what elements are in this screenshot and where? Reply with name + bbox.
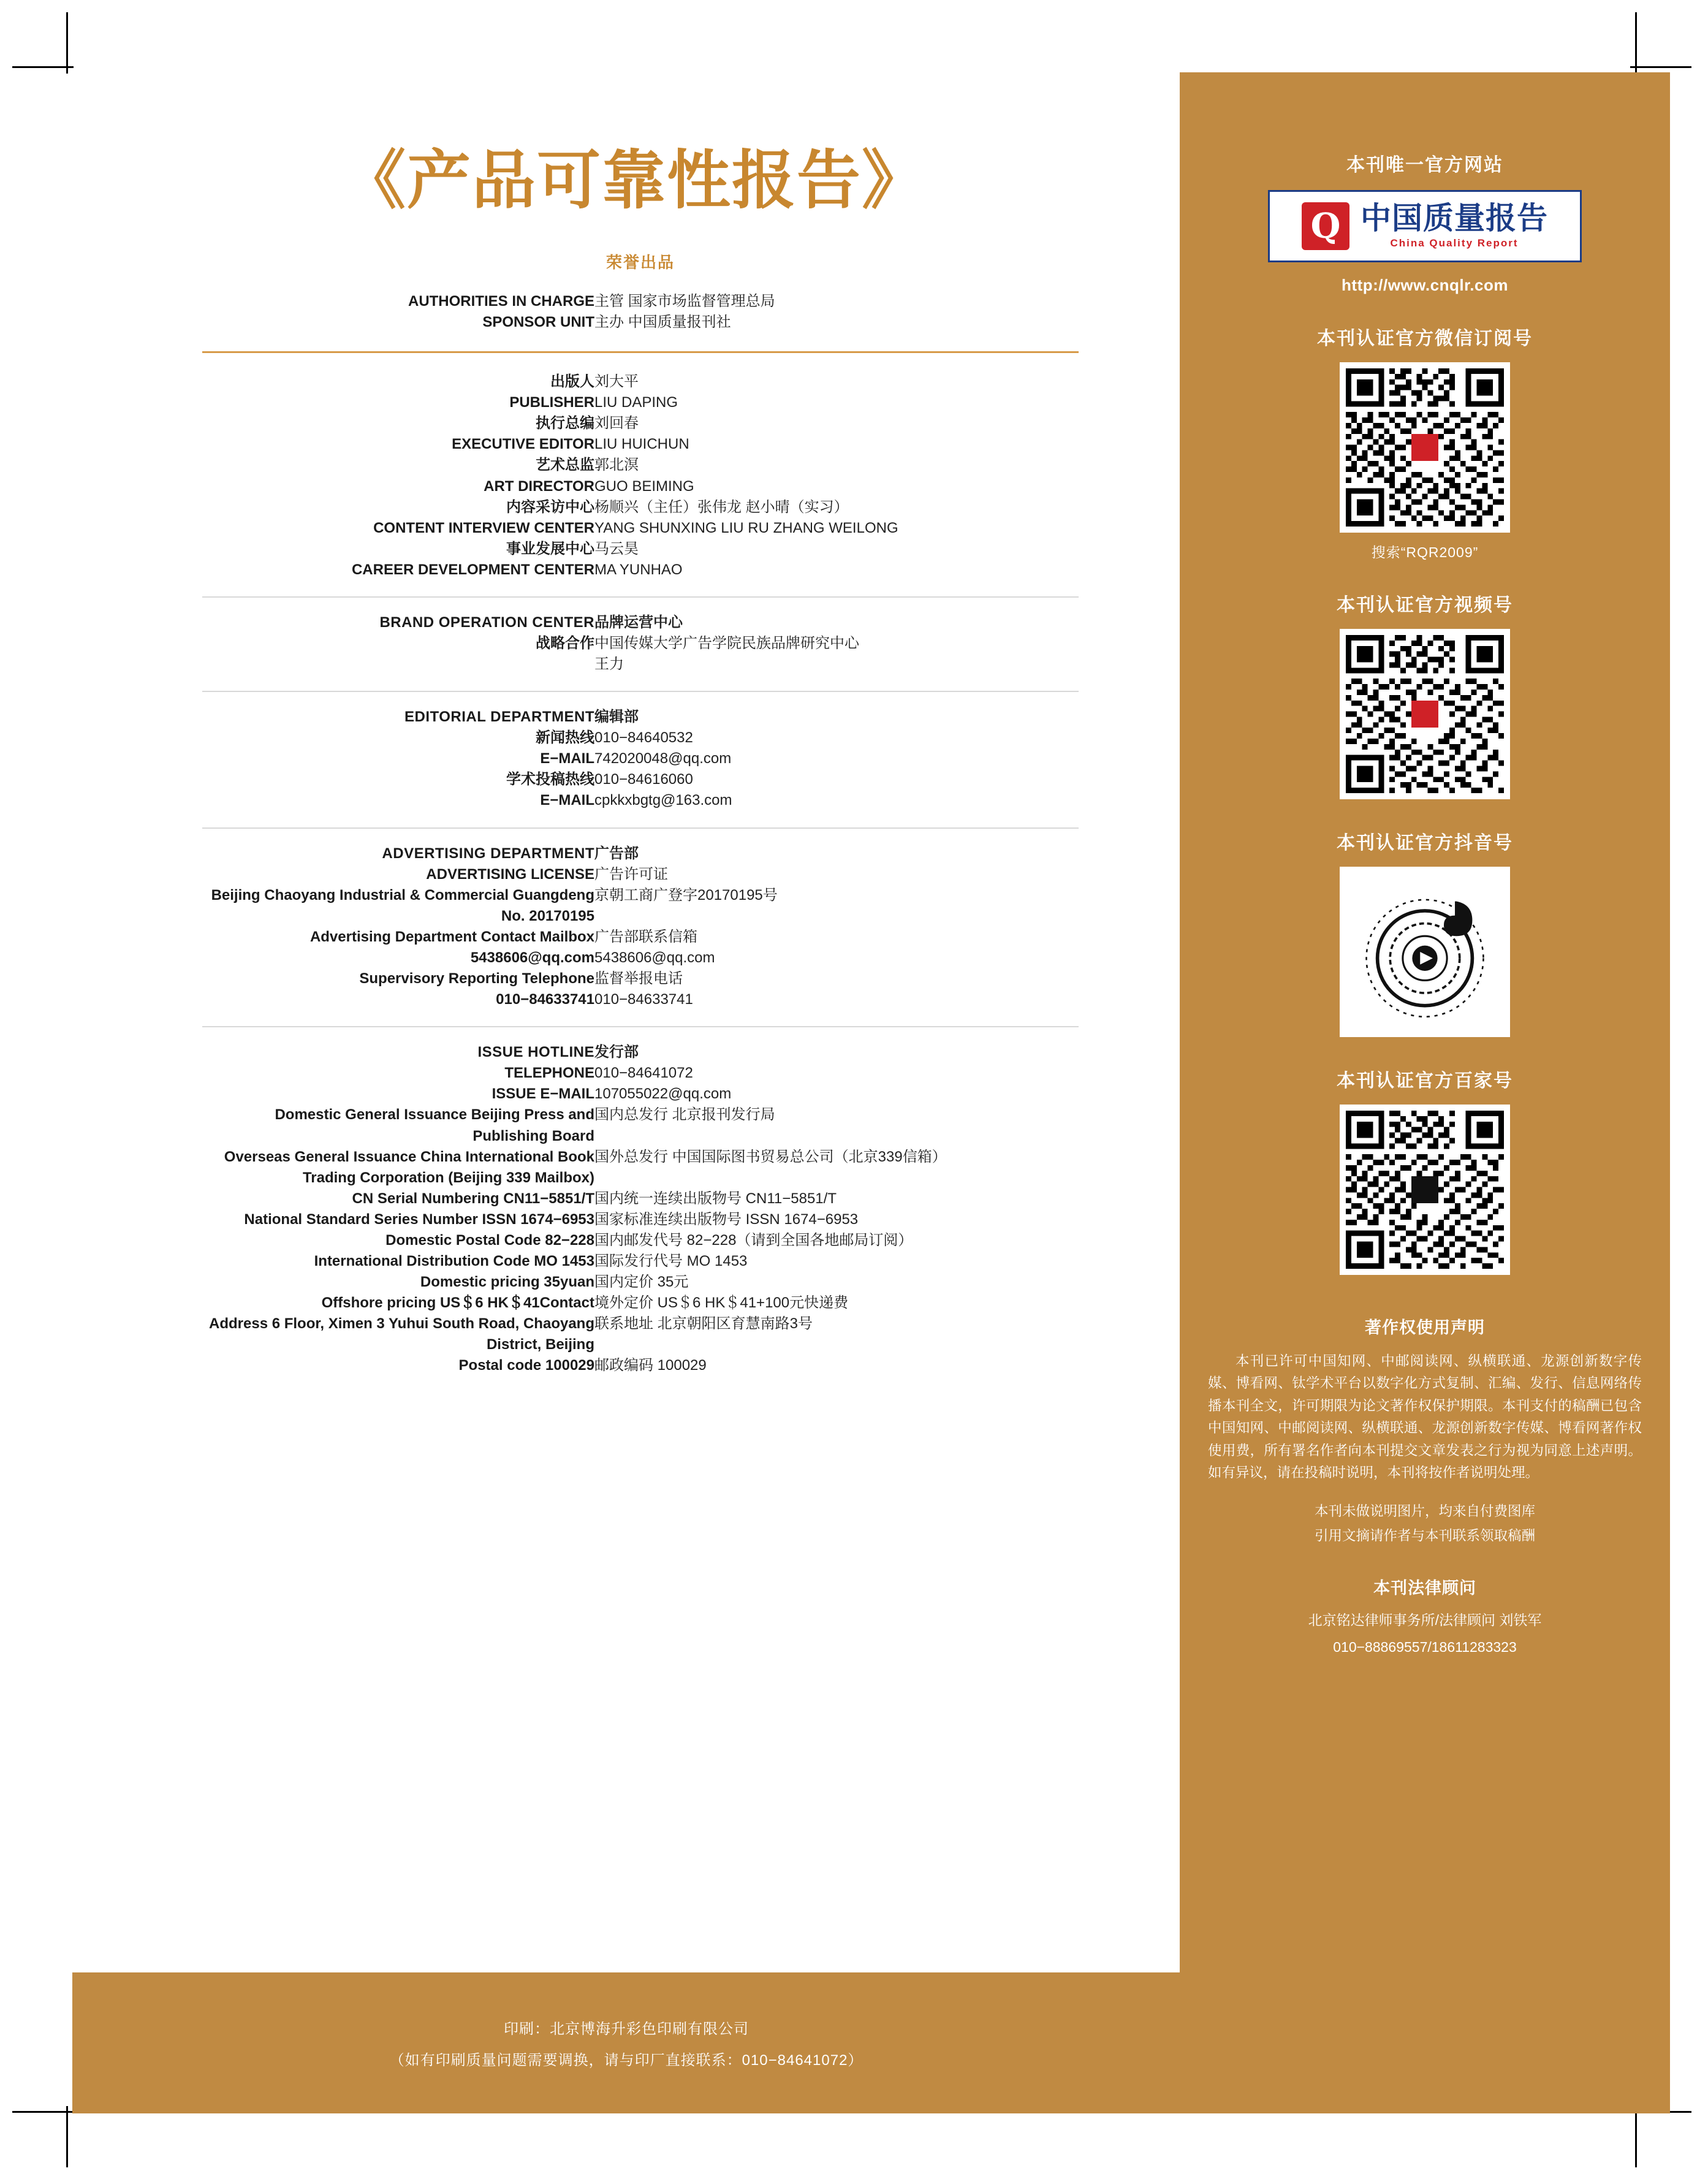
row-value: 联系地址 北京朝阳区育慧南路3号 [594,1315,813,1333]
wechat-caption: 搜索“RQR2009” [1371,544,1479,560]
row-key: 事业发展中心 [506,540,594,557]
crop-mark [1630,66,1691,68]
row-key [202,654,594,675]
table-row [202,728,1079,748]
sidebar [1180,72,1670,2113]
table-row [202,948,1079,968]
table-row [202,560,1079,580]
section-title-en: BRAND OPERATION CENTER [379,614,594,631]
row-value: 010−84641072 [594,1065,693,1082]
row-value: 京朝工商广登字20170195号 [594,886,778,903]
row-key: Domestic General Issuance Beijing Press and Publishing Board [275,1106,594,1144]
staff-table [202,371,1079,580]
official-website-block [1180,72,1670,295]
table-row [202,1293,1079,1314]
row-key: AUTHORITIES IN CHARGE [408,293,594,310]
crop-mark [1635,12,1637,74]
row-key: 5438606@qq.com [470,949,594,966]
row-key: National Standard Series Number ISSN 1674−6953 [244,1211,594,1228]
legal-line-1: 北京铭达律师事务所/法律顾问 刘铁军 [1308,1611,1542,1628]
row-value: 主办 中国质量报刊社 [594,314,731,331]
row-key: 艺术总监 [536,457,594,474]
footer-line-1: 印刷：北京博海升彩色印刷有限公司 [504,2021,749,2037]
row-value: 马云昊 [594,540,639,557]
table-row [202,455,1079,476]
row-value: 境外定价 US＄6 HK＄41+100元快递费 [594,1295,849,1312]
row-value: 郭北溟 [594,457,639,474]
table-row [202,769,1079,790]
row-value: 杨顺兴（主任）张伟龙 赵小晴（实习） [594,498,849,515]
row-key: Advertising Department Contact Mailbox [309,928,594,945]
declaration-note-1: 本刊未做说明图片，均来自付费图库 [1314,1503,1535,1519]
row-value: 中国传媒大学广告学院民族品牌研究中心 [594,635,859,652]
row-value: 国内总发行 北京报刊发行局 [594,1106,775,1124]
section-title-cn: 发行部 [594,1044,639,1061]
official-website-title: 本刊唯一官方网站 [1346,155,1503,175]
footer-line-2: （如有印刷质量问题需要调换，请与印厂直接联系：010−84641072） [389,2052,863,2069]
section-header-row [202,707,1079,728]
table-row [202,633,1079,654]
row-value: 国内邮发代号 82−228（请到全国各地邮局订阅） [594,1231,913,1249]
section-title-en: ADVERTISING DEPARTMENT [382,845,594,862]
section-title-en: EDITORIAL DEPARTMENT [404,709,594,726]
row-key: International Distribution Code MO 1453 [314,1252,594,1269]
table-row [202,968,1079,989]
page-title: 《产品可靠性报告》 [341,143,927,218]
row-value: 国内定价 35元 [594,1274,689,1291]
row-key: Beijing Chaoyang Industrial & Commercial Guangdeng No. 20170195 [211,886,594,924]
row-value: 邮政编码 100029 [594,1357,707,1374]
brand-operation-section [202,612,1079,675]
row-value: 010−84640532 [594,729,693,747]
table-row [202,1251,1079,1272]
row-key: SPONSOR UNIT [482,314,594,331]
row-value: 王力 [594,656,624,673]
qr-icon [1346,635,1504,793]
wechat-block [1180,323,1670,561]
row-value: 刘大平 [594,373,639,390]
table-row [202,539,1079,560]
logo-text-cn: 中国质量报告 [1361,200,1548,236]
douyin-code [1340,867,1510,1037]
section-header-row [202,1042,1079,1063]
row-key: 学术投稿热线 [506,771,594,788]
legal-line-2: 010−88869557/18611283323 [1333,1639,1517,1655]
video-channel-qr-code [1340,629,1510,799]
table-row [202,748,1079,769]
row-value: 5438606@qq.com [594,949,715,966]
row-key: 战略合作 [536,635,594,652]
row-value: 广告许可证 [594,865,668,883]
row-key: Overseas General Issuance China International Book Trading Corporation (Beijing 339 Mailbox) [224,1148,594,1186]
copyright-declaration [1208,1314,1642,1548]
row-key: Offshore pricing US＄6 HK＄41Contact [321,1295,594,1312]
table-row [202,1188,1079,1209]
divider [202,596,1079,598]
table-row [202,1355,1079,1376]
row-value: 广告部联系信箱 [594,928,697,945]
row-key: CONTENT INTERVIEW CENTER [373,519,594,536]
row-value: MA YUNHAO [594,561,683,578]
table-row [202,1084,1079,1105]
row-value: 国家标准连续出版物号 ISSN 1674−6953 [594,1211,859,1228]
row-key: E−MAIL [540,792,594,809]
logo-text-en: China Quality Report [1390,237,1519,249]
row-value: 107055022@qq.com [594,1086,732,1103]
advertising-department-section [202,843,1079,1011]
table-row [202,864,1079,885]
row-key: Address 6 Floor, Ximen 3 Yuhui South Road, Chaoyang District, Beijing [209,1315,594,1353]
row-key: TELEPHONE [504,1065,594,1082]
table-row [202,654,1079,675]
table-row [202,434,1079,455]
video-channel-title: 本刊认证官方视频号 [1337,595,1513,615]
crop-mark [12,66,74,68]
row-value: GUO BEIMING [594,477,694,495]
douyin-block [1180,827,1670,1037]
table-row [202,497,1079,518]
table-row [202,291,1079,312]
row-value: 国内统一连续出版物号 CN11−5851/T [594,1190,837,1207]
row-key: CAREER DEVELOPMENT CENTER [351,561,594,578]
table-row [202,392,1079,413]
row-value: 010−84616060 [594,771,693,788]
issue-hotline-section [202,1042,1079,1376]
douyin-title: 本刊认证官方抖音号 [1337,833,1513,853]
row-key: 执行总编 [536,415,594,432]
divider [202,1026,1079,1027]
row-value: YANG SHUNXING LIU RU ZHANG WEILONG [594,519,898,536]
row-value: LIU HUICHUN [594,436,689,453]
divider [202,827,1079,829]
section-title-cn: 广告部 [594,845,639,862]
row-key: ART DIRECTOR [484,477,594,495]
crop-mark [12,2111,74,2113]
table-row [202,1105,1079,1146]
table-row [202,371,1079,392]
print-footer [72,1972,1180,2113]
table-row [202,476,1079,497]
qr-icon [1346,1111,1504,1269]
row-key: Postal code 100029 [458,1357,594,1374]
table-row [202,790,1079,811]
row-key: ADVERTISING LICENSE [426,865,594,883]
row-value: 国际发行代号 MO 1453 [594,1252,748,1269]
table-row [202,989,1079,1010]
row-value: 监督举报电话 [594,970,683,987]
legal-title: 本刊法律顾问 [1373,1578,1476,1597]
row-key: Domestic Postal Code 82−228 [385,1231,594,1249]
table-row [202,1314,1079,1355]
wechat-title: 本刊认证官方微信订阅号 [1317,329,1533,349]
row-value: cpkkxbgtg@163.com [594,792,732,809]
row-key: EXECUTIVE EDITOR [452,436,594,453]
editorial-department-section [202,707,1079,811]
declaration-note-2: 引用文摘请作者与本刊联系领取稿酬 [1314,1528,1535,1544]
crop-mark [66,2106,68,2167]
section-title-cn: 品牌运营中心 [594,614,683,631]
baijiahao-qr-code [1340,1105,1510,1275]
wechat-qr-code [1340,362,1510,533]
crop-mark [1635,2106,1637,2167]
row-key: CN Serial Numbering CN11−5851/T [352,1190,594,1207]
row-value: 主管 国家市场监督管理总局 [594,293,775,310]
declaration-title: 著作权使用声明 [1365,1318,1485,1337]
row-key: Domestic pricing 35yuan [420,1274,594,1291]
table-row [202,413,1079,434]
row-value: 010−84633741 [594,991,693,1008]
row-key: 内容采访中心 [506,498,594,515]
qr-icon [1346,368,1504,527]
table-row [202,1209,1079,1230]
divider [202,351,1079,353]
authorities-table [202,291,1079,333]
baijiahao-title: 本刊认证官方百家号 [1337,1071,1513,1091]
q-mark-icon: Q [1302,202,1349,250]
row-value: 国外总发行 中国国际图书贸易总公司（北京339信箱） [594,1148,947,1165]
baijiahao-block [1180,1065,1670,1275]
section-header-row [202,612,1079,633]
honor-label: 荣誉出品 [605,253,675,272]
row-value: 742020048@qq.com [594,750,732,767]
website-url[interactable]: http://www.cnqlr.com [1342,276,1508,294]
douyin-icon [1346,873,1504,1031]
table-row [202,1230,1079,1251]
china-quality-report-logo [1268,190,1582,262]
table-row [202,1272,1079,1293]
divider [202,691,1079,692]
row-key: ISSUE E−MAIL [492,1086,594,1103]
legal-counsel-block [1180,1575,1670,1658]
table-row [202,927,1079,948]
table-row [202,1147,1079,1188]
row-value: 刘回春 [594,415,639,432]
table-row [202,1063,1079,1084]
section-header-row [202,843,1079,864]
table-row [202,885,1079,927]
row-key: E−MAIL [540,750,594,767]
row-key: 010−84633741 [496,991,594,1008]
row-key: 出版人 [550,373,594,390]
row-key: PUBLISHER [509,394,594,411]
crop-mark [66,12,68,74]
masthead-content [202,129,1079,1376]
section-title-en: ISSUE HOTLINE [477,1044,594,1061]
declaration-body: 本刊已许可中国知网、中邮阅读网、纵横联通、龙源创新数字传媒、博看网、钛学术平台以数字化方式复制、汇编、发行、信息网络传播本刊全文，许可期限为论文著作权保护期限。本刊支付的稿酬已包含中国知网、中邮阅读网、纵横联通、龙源创新数字传媒、博看网著作权使用费，所有署名作者向本刊提交文章发表之行为视为同意上述声明。如有异议，请在投稿时说明，本刊将按作者说明处理。 [1208,1353,1642,1481]
table-row [202,518,1079,539]
row-value: LIU DAPING [594,394,678,411]
table-row [202,312,1079,333]
section-title-cn: 编辑部 [594,709,639,726]
row-key: Supervisory Reporting Telephone [359,970,594,987]
row-key: 新闻热线 [536,729,594,747]
video-channel-block [1180,590,1670,799]
